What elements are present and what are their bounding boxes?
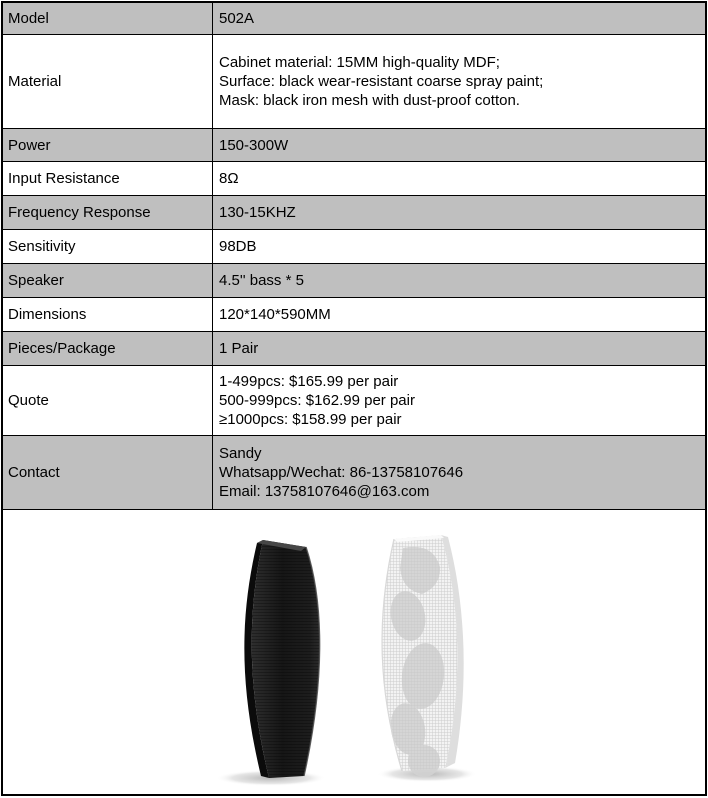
spec-value-line: 1-499pcs: $165.99 per pair [219, 373, 399, 390]
value-text: 4.5'' bass * 5 [219, 272, 304, 289]
spec-value-dimensions [212, 298, 705, 332]
spec-value-material [212, 35, 705, 129]
label-text: Model [8, 10, 49, 27]
spec-label-contact [3, 436, 212, 510]
white-speaker-image [377, 535, 477, 782]
spec-label-speaker [3, 264, 212, 298]
spec-value-line: Cabinet material: 15MM high-quality MDF; [219, 54, 500, 71]
spec-label-sensitivity [3, 230, 212, 264]
label-text: Sensitivity [8, 238, 76, 255]
spec-value-pieces-package [212, 332, 705, 366]
black-speaker-image [216, 540, 326, 786]
spec-value-line: 500-999pcs: $162.99 per pair [219, 392, 415, 409]
value-text: 502A [219, 10, 255, 27]
spec-label-power [3, 129, 212, 162]
label-text: Frequency Response [8, 204, 151, 221]
label-text: Material [8, 73, 62, 90]
spec-label-frequency-response [3, 196, 212, 230]
spec-value-quote [212, 366, 705, 436]
spec-label-input-resistance [3, 162, 212, 196]
spec-value-power [212, 129, 705, 162]
spec-value-line: ≥1000pcs: $158.99 per pair [219, 411, 402, 428]
spec-value-line: Sandy [219, 445, 262, 462]
spec-value-sensitivity [212, 230, 705, 264]
label-text: Contact [8, 464, 60, 481]
label-text: Quote [8, 392, 49, 409]
value-text: 8Ω [219, 170, 239, 187]
spec-value-line: Email: 13758107646@163.com [219, 483, 430, 500]
spec-value-model [212, 3, 705, 35]
spec-label-quote [3, 366, 212, 436]
value-text: 120*140*590MM [219, 306, 331, 323]
spec-value-line: Surface: black wear-resistant coarse spray paint; [219, 73, 544, 90]
value-text: 1 Pair [219, 340, 259, 357]
spec-value-contact [212, 436, 705, 510]
spec-value-input-resistance [212, 162, 705, 196]
spec-label-material [3, 35, 212, 129]
label-text: Power [8, 136, 51, 154]
label-text: Input Resistance [8, 170, 120, 187]
product-image-cell [3, 510, 705, 794]
spec-value-line: Whatsapp/Wechat: 86-13758107646 [219, 464, 464, 481]
label-text: Speaker [8, 272, 64, 289]
value-text: 98DB [219, 238, 257, 255]
value-text: 150-300W [219, 136, 289, 154]
spec-value-line: Mask: black iron mesh with dust-proof cotton. [219, 92, 520, 109]
product-image [3, 510, 705, 794]
spec-label-pieces-package [3, 332, 212, 366]
label-text: Pieces/Package [8, 340, 116, 357]
spec-label-dimensions [3, 298, 212, 332]
spec-value-frequency-response [212, 196, 705, 230]
spec-value-speaker [212, 264, 705, 298]
spec-label-model [3, 3, 212, 35]
label-text: Dimensions [8, 306, 87, 323]
value-text: 130-15KHZ [219, 204, 296, 221]
spec-sheet [1, 1, 707, 796]
